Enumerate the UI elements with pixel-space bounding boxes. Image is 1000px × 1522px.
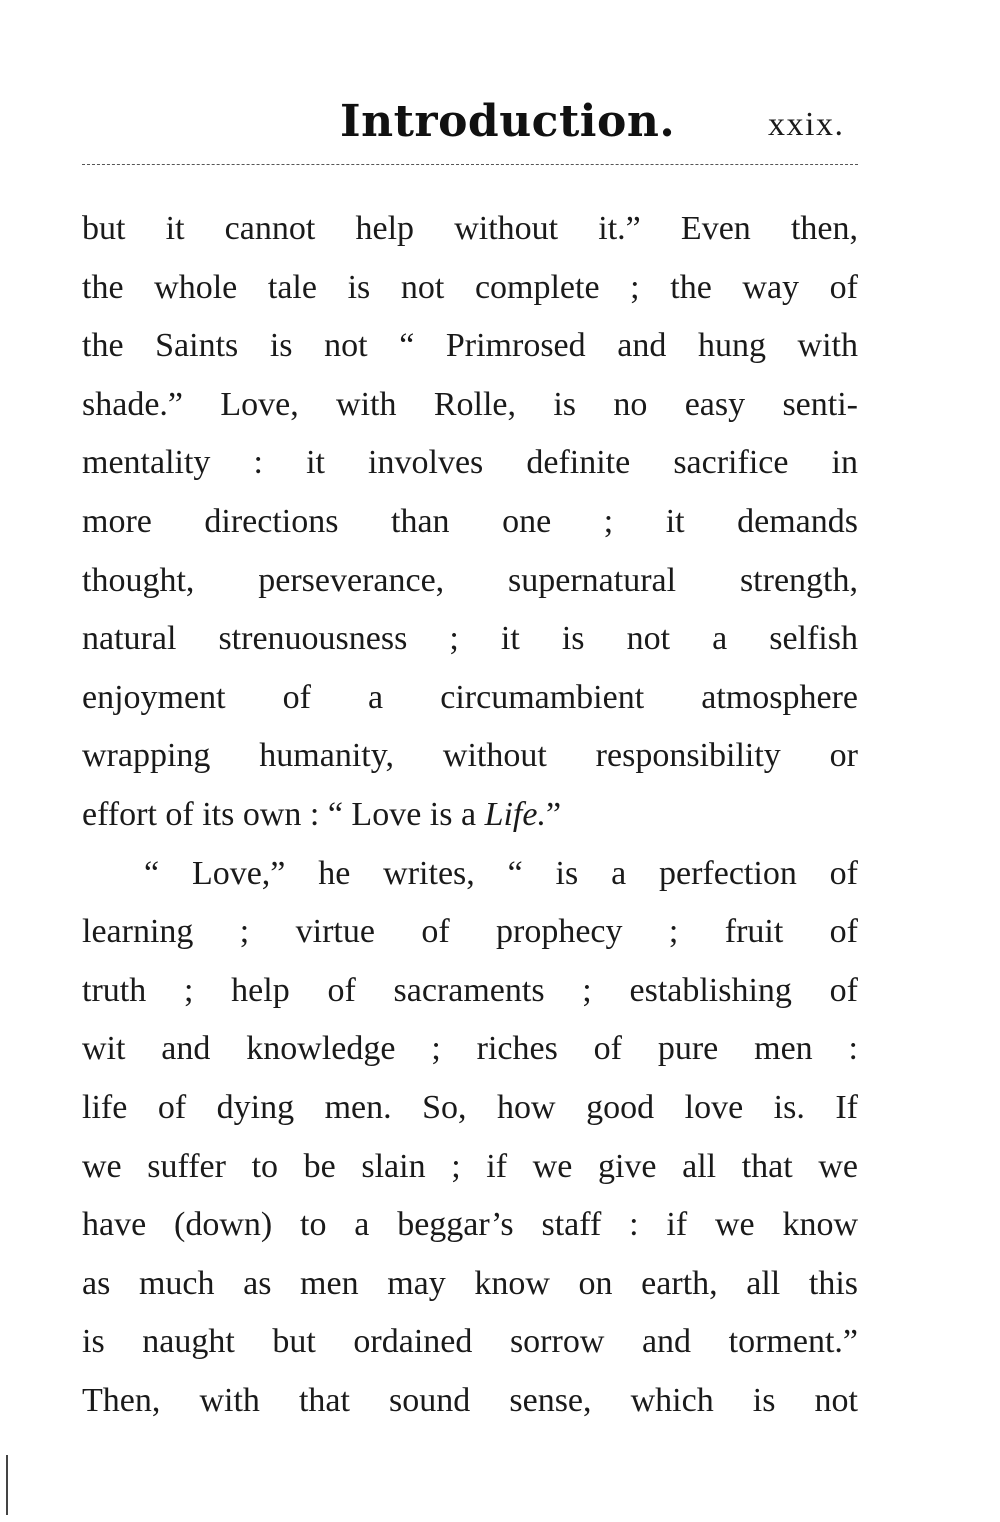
text-line: learning ; virtue of prophecy ; fruit of — [82, 913, 858, 951]
italic-word: Life. — [484, 795, 546, 833]
text-line: but it cannot help without it.” Even then, — [82, 210, 858, 247]
text-line: have (down) to a beggar’s staff : if we know — [82, 1206, 858, 1244]
text-line: enjoyment of a circumambient atmosphere — [82, 678, 858, 716]
text-line: Then, with that sound sense, which is not — [82, 1381, 858, 1419]
text-line: life of dying men. So, how good love is. If — [82, 1088, 858, 1126]
paragraph-first-line: “ Love,” he writes, “ is a perfection of — [144, 854, 858, 892]
page-number: xxix. — [768, 106, 845, 143]
text-line: the Saints is not “ Primrosed and hung with — [82, 327, 858, 365]
text-line-end-paragraph — [82, 786, 858, 845]
scan-edge-mark — [6, 1455, 8, 1515]
text-fragment: effort of its own : “ Love is a — [82, 795, 485, 833]
text-line: mentality : it involves definite sacrifice in — [82, 444, 858, 482]
text-line: as much as men may know on earth, all this — [82, 1264, 858, 1302]
text-fragment: ” — [545, 795, 562, 833]
text-line: shade.” Love, with Rolle, is no easy senti- — [82, 385, 858, 423]
text-line: we suffer to be slain ; if we give all that we — [82, 1147, 858, 1185]
header-rule — [82, 164, 858, 165]
text-line: more directions than one ; it demands — [82, 502, 858, 540]
text-line: wrapping humanity, without responsibility or — [82, 737, 858, 775]
text-line: truth ; help of sacraments ; establishing of — [82, 971, 858, 1009]
text-line: thought, perseverance, supernatural strength, — [82, 561, 858, 599]
text-line: wit and knowledge ; riches of pure men : — [82, 1030, 858, 1068]
text-line: is naught but ordained sorrow and torment.” — [82, 1323, 858, 1361]
text-line: the whole tale is not complete ; the way of — [82, 268, 858, 306]
running-title: Introduction. — [340, 96, 676, 147]
body-text — [82, 200, 858, 1430]
text-line: natural strenuousness ; it is not a selfish — [82, 620, 858, 658]
